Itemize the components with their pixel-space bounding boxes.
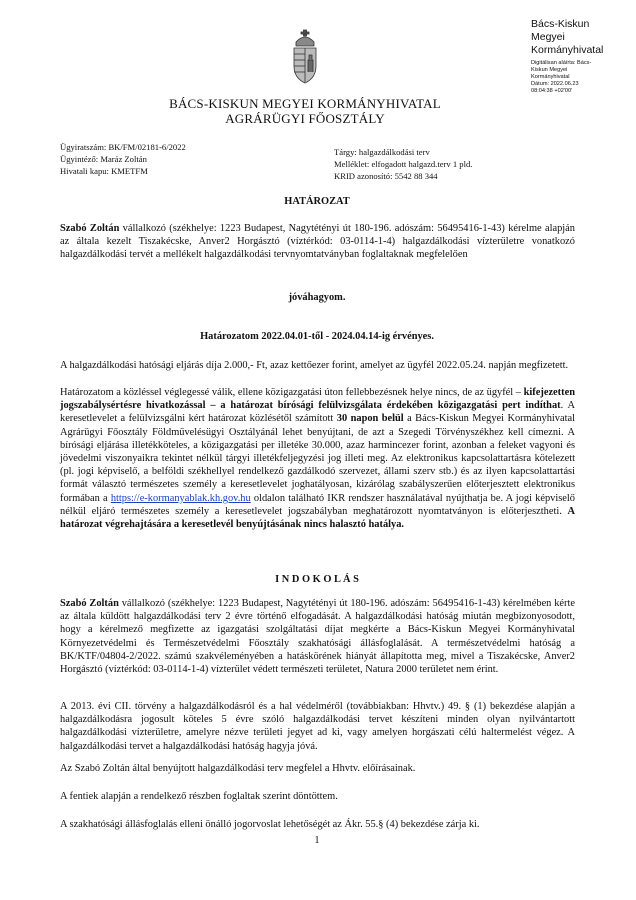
digital-signature-block <box>531 18 631 95</box>
appeal-text-4: oldalon található IKR rendszer használatával nyújthatja be. A jogi képviselő nélkül eljáró természetes személy a keresetlevelet jogszabályban meghatározott nyomtatványon is előterjesztheti. <box>60 492 575 517</box>
signature-org-line-2: Megyei <box>531 31 565 43</box>
validity-statement: Határozatom 2022.04.01-től - 2024.04.14-ig érvényes. <box>200 331 434 342</box>
document-title: HATÁROZAT <box>284 196 350 207</box>
organization-line-2: AGRÁRÜGYI FŐOSZTÁLY <box>225 111 385 126</box>
coat-of-arms-icon <box>287 28 323 86</box>
case-metadata-right <box>334 146 472 183</box>
signature-meta-5: 08:04:38 +02'00' <box>531 88 573 94</box>
case-metadata-left <box>60 141 186 178</box>
appeal-text-1: Határozatom a közléssel véglegessé válik, ellene közigazgatási úton fellebbezésnek helye nincs, de az ügyfél – <box>60 387 524 398</box>
office-gateway: Hivatali kapu: KMETFM <box>60 166 148 177</box>
signature-meta-4: Dátum: 2022.06.23 <box>531 81 579 87</box>
law-paragraph: A 2013. évi CII. törvény a halgazdálkodásról és a hal védelméről (továbbiakban: Hhvtv.) 49. § (1) bekezdése alapján a halgazdálkodásra jogosult köteles 5 évre szóló halgazdálkodási tervet készíteni minden olyan nyilvántartott halgazdálkodási vízterületre, amelyre nézve területi jegyet ad ki, vagy amelyen horgászati célú haltermelést végez. A halgazdálkodási tervet a halgazdálkodási hatóság hagyja jóvá. <box>60 701 575 752</box>
page-number: 1 <box>314 835 320 846</box>
signature-meta-3: Kormányhivatal <box>531 74 570 80</box>
reasons-text: vállalkozó (székhelye: 1223 Budapest, Nagytétényi út 180-196. adószám: 56495416-1-43) kérelmében kérte az általa küldött halgazdálkodási terv 2 évre történő elfogadását. A halgazdálkodási hatóság miután megbizonyosodott, hogy a kérelmező megfizette az igazgatási szolgáltatási díjat megkérte a Bács-Kiskun Megyei Kormányhivatal Környezetvédelmi és Természetvédelmi Főosztály szakhatósági állásfoglalását. A természetvédelmi hatóság a BK/KTF/04804-2/2022. számú szakvéleményében a hatáskörének hiányát állapította meg, mivel a Tiszakécske, Anver2 Horgásztó (víztérkód: 03-0114-1-4) vízterület védett természeti területet, Natura 2000 területet nem érint. <box>60 598 575 676</box>
remedy-paragraph: A szakhatósági állásfoglalás elleni önálló jogorvoslat lehetőségét az Ákr. 55.§ (4) bekezdése zárja ki. <box>60 819 480 830</box>
reasons-applicant-name: Szabó Zoltán <box>60 598 119 609</box>
organization-line-1: BÁCS-KISKUN MEGYEI KORMÁNYHIVATAL <box>169 96 441 111</box>
appeal-bold-2: 30 napon belül <box>336 413 404 425</box>
signature-meta-1: Digitálisan aláírta: Bács- <box>531 60 592 66</box>
fee-paragraph: A halgazdálkodási hatósági eljárás díja 2.000,- Ft, azaz kettőezer forint, amelyet az ügyfél 2022.05.24. napján megfizetett. <box>60 360 569 371</box>
reasons-title: I N D O K O L Á S <box>275 574 359 585</box>
signature-org-line-1: Bács-Kiskun <box>531 18 590 30</box>
reasons-paragraph <box>60 597 575 676</box>
applicant-name: Szabó Zoltán <box>60 223 120 234</box>
organization-name <box>140 96 470 126</box>
decision-paragraph: A fentiek alapján a rendelkező részben foglaltak szerint döntöttem. <box>60 791 338 802</box>
case-number: Ügyiratszám: BK/FM/02181-6/2022 <box>60 142 186 152</box>
approval-statement: jóváhagyom. <box>288 292 346 303</box>
signature-meta-2: Kiskun Megyei <box>531 67 568 73</box>
compliance-paragraph: Az Szabó Zoltán által benyújtott halgazdálkodási terv megfelel a Hhvtv. előírásainak. <box>60 763 416 774</box>
intro-paragraph <box>60 222 575 262</box>
appeal-bold-3: A határozat végrehajtására a keresetlevél benyújtásának nincs halasztó hatálya. <box>60 505 575 531</box>
case-officer: Ügyintéző: Maráz Zoltán <box>60 154 147 165</box>
appeal-paragraph <box>60 386 575 531</box>
krid-id: KRID azonosító: 5542 88 344 <box>334 171 438 182</box>
signature-org-line-3: Kormányhivatal <box>531 44 604 56</box>
e-kormanyablak-link[interactable]: https://e-kormanyablak.kh.gov.hu <box>110 492 251 504</box>
appeal-text-3: a Bács-Kiskun Megyei Kormányhivatal Agrárügyi Főosztály Földművelésügyi Osztályánál lehet benyújtani, de azt a Szegedi Törvényszékhez kell címezni. A bírósági eljárása illetékköteles, a közigazgatási per illetéke 30.000, azaz harmincezer forint, azonban a feleket vagyoni és jövedelmi viszonyaikra tekintet nélkül tárgyi illetékfeljegyzési jog illeti meg. Az elektronikus kapcsolattartásra kötelezett (pl. jogi képviselő, a belföldi székhellyel rendelkező gazdálkodó szervezet, állami szerv stb.) és az ilyen kapcsolattartási formát választó természetes személy a keresetlevelet joghatályosan, kizárólag szabályszerűen előterjesztett elektronikus formában a <box>60 413 575 504</box>
subject: Tárgy: halgazdálkodási terv <box>334 147 430 157</box>
appeal-text-2: . A keresetlevelet a felülvizsgálni kért határozat közlésétől számított <box>60 400 575 425</box>
intro-text: vállalkozó (székhelye: 1223 Budapest, Nagytétényi út 180-196. adószám: 56495416-1-43) kérelme alapján az általa kezelt Tiszakécske, Anver2 Horgásztó (víztérkód: 03-0114-1-4) halgazdálkodási vízterületre vonatkozó halgazdálkodási tervét a mellékelt halgazdálkodási tervnyomtatványban foglaltaknak megfelelően <box>60 223 575 261</box>
appeal-bold-1: kifejezetten jogszabálysértésre hivatkozással – a határozat bírósági felülvizsgálata érdekében közigazgatási pert indíthat <box>60 387 575 412</box>
attachment: Melléklet: elfogadott halgazd.terv 1 pld. <box>334 159 473 170</box>
